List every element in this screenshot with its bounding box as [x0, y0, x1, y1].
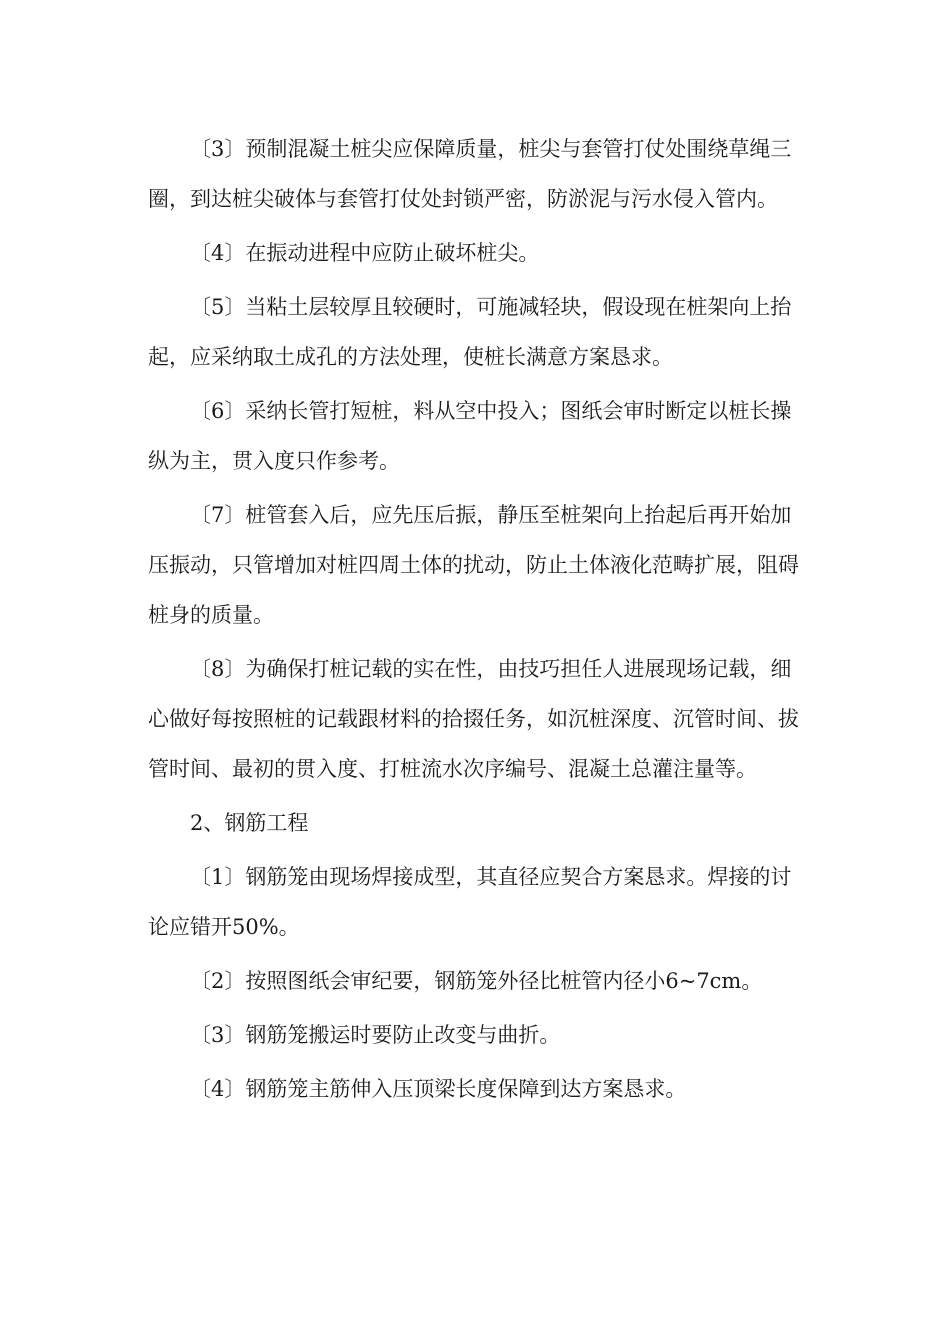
paragraph-pile-tip-quality: 〔3〕预制混凝土桩尖应保障质量，桩尖与套管打仗处围绕草绳三圈，到达桩尖破体与套管打仗处封锁严密，防淤泥与污水侵入管内。 — [148, 137, 792, 211]
section-heading-rebar: 2、钢筋工程 — [190, 811, 309, 835]
paragraph-vibration-protect: 〔4〕在振动进程中应防止破坏桩尖。 — [190, 241, 540, 265]
paragraph-press-then-vibrate: 〔7〕桩管套入后，应先压后振，静压至桩架向上抬起后再开始加压振动，只管增加对桩四周土体的扰动，防止土体液化范畴扩展，阻碍桩身的质量。 — [148, 503, 799, 627]
paragraph-pile-records: 〔8〕为确保打桩记载的实在性，由技巧担任人进展现场记载，细心做好每按照桩的记载跟材料的拾掇任务，如沉桩深度、沉管时间、拔管时间、最初的贯入度、打桩流水次序编号、混凝土总灌注量等。 — [148, 657, 799, 781]
paragraph-clay-layer: 〔5〕当粘土层较厚且较硬时，可施减轻块，假设现在桩架向上抬起，应采纳取土成孔的方法处理，使桩长满意方案恳求。 — [148, 295, 792, 369]
document-body — [148, 124, 804, 1114]
paragraph-rebar-cage-welding: 〔1〕钢筋笼由现场焊接成型，其直径应契合方案恳求。焊接的讨论应错开50%。 — [148, 865, 792, 939]
paragraph-rebar-cage-diameter: 〔2〕按照图纸会审纪要，钢筋笼外径比桩管内径小6~7cm。 — [190, 969, 763, 993]
paragraph-rebar-cage-handling: 〔3〕钢筋笼搬运时要防止改变与曲折。 — [190, 1023, 561, 1047]
paragraph-rebar-anchorage: 〔4〕钢筋笼主筋伸入压顶梁长度保障到达方案恳求。 — [190, 1077, 687, 1101]
paragraph-long-tube: 〔6〕采纳长管打短桩，料从空中投入；图纸会审时断定以桩长操纵为主，贯入度只作参考。 — [148, 399, 792, 473]
